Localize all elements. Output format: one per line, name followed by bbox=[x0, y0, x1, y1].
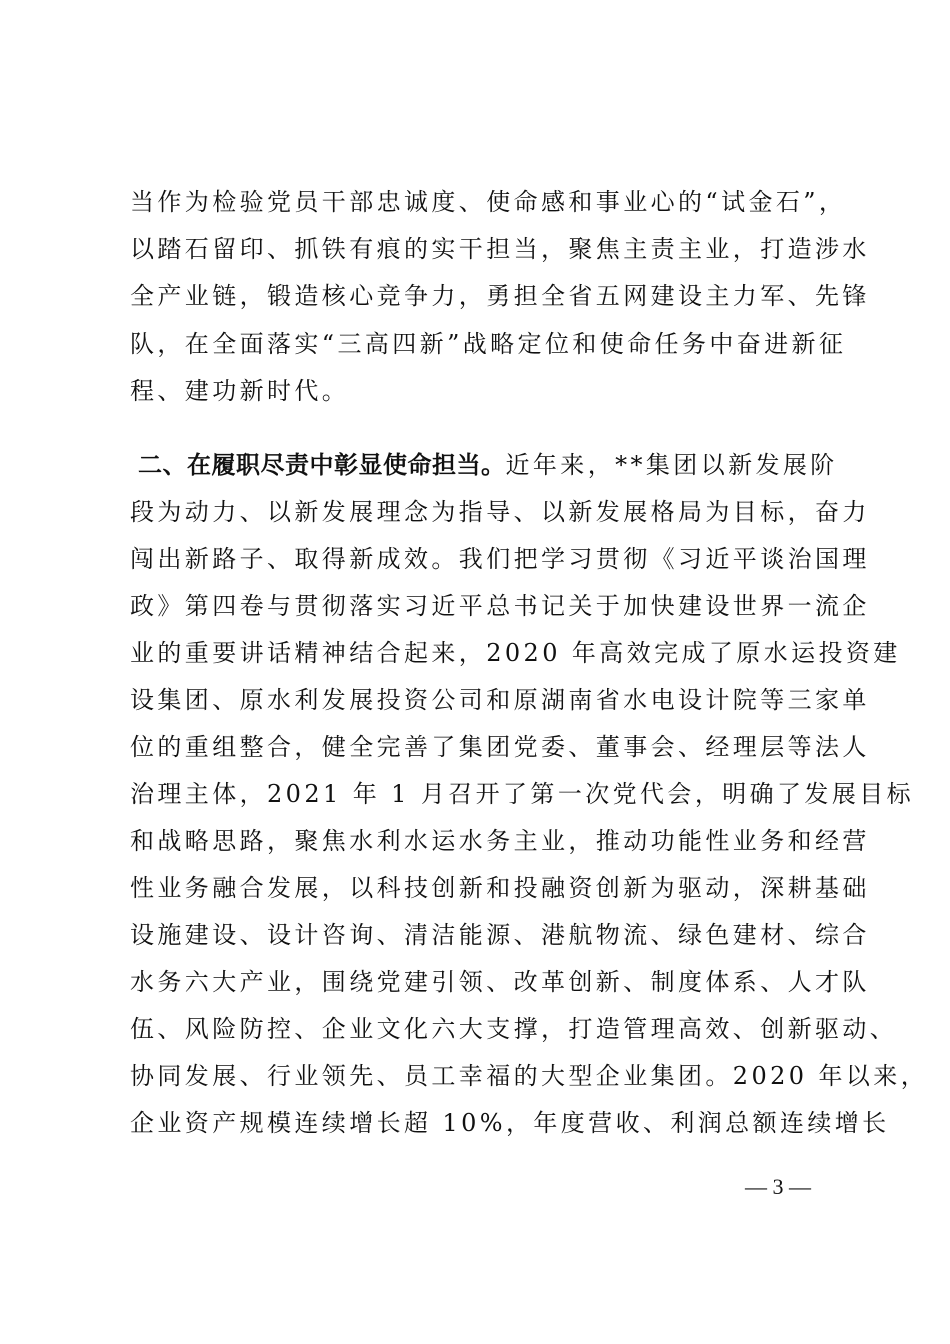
paragraph-2-line-6: 设集团、原水利发展投资公司和原湖南省水电设计院等三家单 bbox=[130, 686, 870, 714]
paragraph-1-line-3: 全产业链，锻造核心竞争力，勇担全省五网建设主力军、先锋 bbox=[130, 282, 870, 310]
paragraph-2-line-4: 政》第四卷与贯彻落实习近平总书记关于加快建设世界一流企 bbox=[130, 592, 870, 620]
paragraph-2-line-10: 性业务融合发展，以科技创新和投融资创新为驱动，深耕基础 bbox=[130, 874, 870, 902]
paragraph-1-line-2: 以踏石留印、抓铁有痕的实干担当，聚焦主责主业，打造涉水 bbox=[130, 235, 870, 263]
paragraph-2-line-8: 治理主体，2021 年 1 月召开了第一次党代会，明确了发展目标 bbox=[130, 780, 915, 808]
paragraph-2-line-11: 设施建设、设计咨询、清洁能源、港航物流、绿色建材、综合 bbox=[130, 921, 870, 949]
paragraph-2-line-9: 和战略思路，聚焦水利水运水务主业，推动功能性业务和经营 bbox=[130, 827, 870, 855]
section-heading: 二、在履职尽责中彰显使命担当。 bbox=[138, 451, 506, 479]
paragraph-2-line-13: 伍、风险防控、企业文化六大支撑，打造管理高效、创新驱动、 bbox=[130, 1015, 898, 1043]
paragraph-2-line-2: 段为动力、以新发展理念为指导、以新发展格局为目标，奋力 bbox=[130, 498, 870, 526]
page-number: — 3 — bbox=[745, 1174, 811, 1199]
paragraph-1-line-5: 程、建功新时代。 bbox=[130, 377, 350, 405]
paragraph-2-line-1 bbox=[138, 442, 838, 489]
paragraph-2-line-14: 协同发展、行业领先、员工幸福的大型企业集团。2020 年以来， bbox=[130, 1062, 929, 1090]
paragraph-2-line-12: 水务六大产业，围绕党建引领、改革创新、制度体系、人才队 bbox=[130, 968, 870, 996]
paragraph-2-line-15: 企业资产规模连续增长超 10%，年度营收、利润总额连续增长 bbox=[130, 1109, 890, 1137]
paragraph-1-line-1: 当作为检验党员干部忠诚度、使命感和事业心的“试金石”， bbox=[130, 188, 847, 216]
paragraph-2-line-5: 业的重要讲话精神结合起来，2020 年高效完成了原水运投资建 bbox=[130, 639, 901, 667]
paragraph-2-intro: 近年来，**集团以新发展阶 bbox=[505, 451, 838, 479]
paragraph-2-line-7: 位的重组整合，健全完善了集团党委、董事会、经理层等法人 bbox=[130, 733, 870, 761]
paragraph-2-line-3: 闯出新路子、取得新成效。我们把学习贯彻《习近平谈治国理 bbox=[130, 545, 870, 573]
paragraph-1-line-4: 队，在全面落实“三高四新”战略定位和使命任务中奋进新征 bbox=[130, 330, 847, 358]
